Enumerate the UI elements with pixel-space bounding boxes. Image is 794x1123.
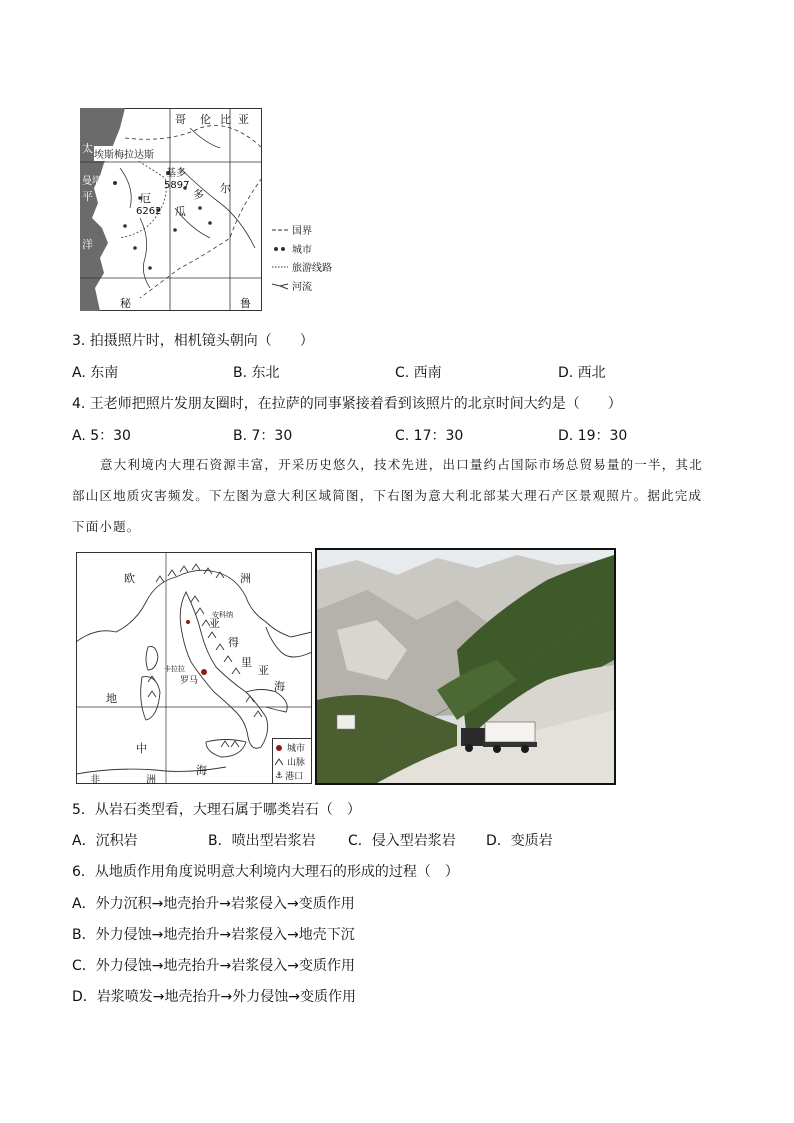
map2-legend bbox=[272, 738, 311, 783]
map1-label-ecuador-2: 瓜 bbox=[175, 205, 186, 218]
question-6-option-d: D．岩浆喷发→地壳抬升→外力侵蚀→变质作用 bbox=[72, 989, 356, 1005]
ecuador-map-graphic bbox=[80, 108, 262, 311]
map1-legend-border bbox=[272, 222, 312, 237]
map2-legend-city bbox=[275, 741, 305, 754]
quarry-photo bbox=[315, 548, 616, 785]
map2-label-europe-2: 洲 bbox=[240, 572, 251, 585]
map1-label-esmeraldas: 埃斯梅拉达斯 bbox=[94, 146, 154, 161]
question-3-option-b: B. 东北 bbox=[233, 365, 280, 381]
italy-passage bbox=[72, 449, 722, 542]
map1-label-colombia-1: 哥 bbox=[175, 113, 186, 126]
quarry-photo-graphic bbox=[317, 550, 614, 783]
map1-label-peru-2: 鲁 bbox=[240, 297, 251, 310]
question-4-stem: 4. 王老师把照片发朋友圈时，在拉萨的同事紧接着看到该照片的北京时间大约是（ ） bbox=[72, 396, 622, 412]
map2-label-africa-2: 洲 bbox=[146, 775, 156, 786]
question-6-option-b: B．外力侵蚀→地壳抬升→岩浆侵入→地壳下沉 bbox=[72, 927, 355, 943]
question-3-option-a: A. 东南 bbox=[72, 365, 119, 381]
map1-legend-city bbox=[272, 241, 312, 256]
map2-label-adriatic-4: 亚 bbox=[258, 664, 269, 677]
question-4-option-c: C. 17：30 bbox=[395, 428, 464, 444]
question-6-option-c: C．外力侵蚀→地壳抬升→岩浆侵入→变质作用 bbox=[72, 958, 355, 974]
map2-legend-port bbox=[275, 769, 303, 782]
map2-label-carrara: 卡拉拉 bbox=[164, 665, 185, 673]
map2-label-mediterranean-2: 中 bbox=[136, 742, 147, 755]
map1-label-ecuador-4: 尔 bbox=[220, 182, 231, 195]
question-3-stem: 3. 拍摄照片时，相机镜头朝向（ ） bbox=[72, 333, 314, 349]
map2-label-adriatic-5: 海 bbox=[274, 680, 285, 693]
map1-legend-route-label: 旅游线路 bbox=[292, 263, 332, 274]
map1-label-colombia-2: 伦 bbox=[200, 113, 211, 126]
border-line-icon bbox=[272, 226, 288, 234]
map2-label-rome: 罗马 bbox=[180, 676, 199, 686]
question-4-option-d: D. 19：30 bbox=[558, 428, 628, 444]
question-4-option-b: B. 7：30 bbox=[233, 428, 293, 444]
map1-label-pacific-2: 平 bbox=[82, 190, 93, 203]
map2-legend-mountain bbox=[275, 755, 305, 768]
map1-label-peru-1: 秘 bbox=[120, 297, 131, 310]
map2-legend-port-label: 港口 bbox=[285, 772, 304, 782]
map1-label-quito: 基多 bbox=[166, 168, 186, 179]
map1-legend-route bbox=[272, 259, 332, 274]
map1-label-colombia-3: 比 bbox=[220, 113, 231, 126]
map2-legend-city-label: 城市 bbox=[287, 744, 306, 754]
question-5-stem: 5．从岩石类型看，大理石属于哪类岩石（ ） bbox=[72, 802, 361, 818]
mountain-icon bbox=[275, 758, 283, 766]
map2-label-adriatic-1: 亚 bbox=[209, 617, 220, 630]
question-5-option-a: A．沉积岩 bbox=[72, 833, 138, 849]
map2-label-mediterranean-1: 地 bbox=[106, 692, 117, 705]
map2-label-africa-1: 非 bbox=[90, 775, 100, 786]
river-icon bbox=[272, 282, 288, 290]
question-6-stem: 6．从地质作用角度说明意大利境内大理石的形成的过程（ ） bbox=[72, 864, 459, 880]
map2-label-mediterranean-3: 海 bbox=[196, 764, 207, 777]
passage-line-1: 意大利境内大理石资源丰富，开采历史悠久，技术先进，出口量约占国际市场总贸易量的一半，其北 bbox=[100, 457, 703, 472]
question-5-option-c: C．侵入型岩浆岩 bbox=[348, 833, 456, 849]
map2-label-ancona: 安科纳 bbox=[212, 611, 233, 619]
map2-label-adriatic-2: 得 bbox=[228, 636, 239, 649]
anchor-icon: ⚓ bbox=[275, 770, 284, 781]
passage-line-3: 下面小题。 bbox=[72, 519, 141, 534]
question-4-option-a: A. 5：30 bbox=[72, 428, 131, 444]
route-line-icon bbox=[272, 263, 288, 271]
map2-label-europe-1: 欧 bbox=[124, 572, 135, 585]
city-dot-icon bbox=[275, 744, 283, 752]
ecuador-map bbox=[80, 108, 262, 311]
map1-label-ecuador-3: 多 bbox=[193, 188, 204, 201]
map1-label-ecuador-1: 厄 bbox=[140, 192, 151, 205]
passage-line-2: 部山区地质灾害频发。下左图为意大利区域简图，下右图为意大利北部某大理石产区景观照片。据此完成 bbox=[72, 488, 703, 503]
map1-label-colombia-4: 亚 bbox=[238, 113, 249, 126]
map2-legend-mountain-label: 山脉 bbox=[287, 758, 306, 768]
map1-legend-border-label: 国界 bbox=[292, 226, 312, 237]
question-5-option-b: B．喷出型岩浆岩 bbox=[208, 833, 316, 849]
map1-label-manta: 曼塔 bbox=[82, 176, 102, 187]
map1-label-quito-elev: 5897 bbox=[164, 180, 190, 191]
map2-label-adriatic-3: 里 bbox=[241, 656, 252, 669]
map1-label-chimborazo-elev: 6262 bbox=[136, 206, 162, 217]
city-dot-icon bbox=[272, 245, 288, 253]
question-3-option-d: D. 西北 bbox=[558, 365, 606, 381]
question-3-option-c: C. 西南 bbox=[395, 365, 442, 381]
map1-label-pacific-3: 洋 bbox=[82, 238, 93, 251]
map1-legend-city-label: 城市 bbox=[292, 245, 312, 256]
map1-label-pacific-1: 太 bbox=[82, 142, 93, 155]
question-6-option-a: A．外力沉积→地壳抬升→岩浆侵入→变质作用 bbox=[72, 896, 355, 912]
italy-map bbox=[76, 552, 312, 784]
question-5-option-d: D．变质岩 bbox=[486, 833, 553, 849]
map1-legend-river-label: 河流 bbox=[292, 282, 312, 293]
map1-legend-river bbox=[272, 278, 312, 293]
